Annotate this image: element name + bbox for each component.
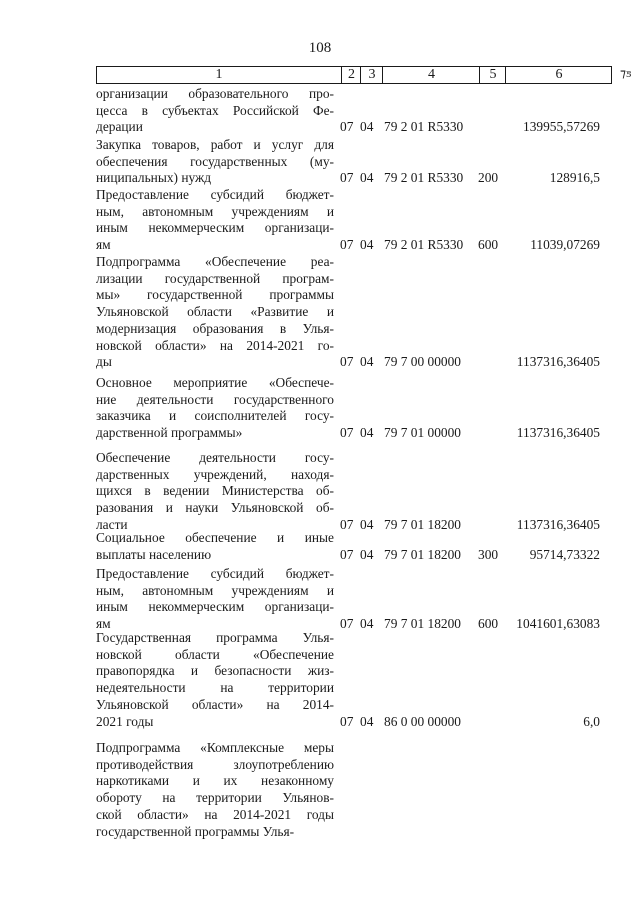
target-article-code: 79 2 01 R5330	[384, 237, 464, 253]
row-description	[96, 530, 334, 563]
description-line: цесса в субъектах Российской Фе-	[96, 102, 334, 118]
table-row	[96, 187, 626, 254]
target-article-code: 86 0 00 00000	[384, 713, 461, 729]
description-line: обороту на территории Ульянов-	[96, 790, 334, 806]
section-code: 07	[340, 713, 354, 729]
row-amount: 1137316,36405	[516, 354, 600, 370]
column-header-5: 5	[479, 67, 506, 83]
table-row	[96, 530, 626, 563]
description-line: противодействия злоупотреблению	[96, 756, 334, 772]
description-line: Предоставление субсидий бюджет-	[96, 187, 334, 202]
description-line: новской области «Обеспечение	[96, 646, 334, 662]
description-line: разования и науки Ульяновской об-	[96, 500, 334, 516]
subsection-code: 04	[360, 713, 374, 729]
row-amount: 95714,73322	[529, 546, 600, 562]
description-line: Предоставление субсидий бюджет-	[96, 566, 334, 581]
description-line: ям	[96, 237, 111, 253]
column-header-4: 4	[382, 67, 480, 83]
row-amount: 1137316,36405	[516, 425, 600, 441]
page-number: 108	[308, 40, 332, 56]
subsection-code: 04	[360, 425, 374, 441]
row-description	[96, 450, 334, 534]
target-article-code: 79 7 00 00000	[384, 354, 461, 370]
description-line: дарственной программы»	[96, 425, 243, 441]
row-amount: 1041601,63083	[516, 616, 600, 632]
row-amount: 11039,07269	[530, 237, 600, 253]
subsection-code: 04	[360, 354, 374, 370]
section-code: 07	[340, 354, 354, 370]
description-line: правопорядка и безопасности жиз-	[96, 663, 334, 679]
table-row	[96, 450, 626, 534]
subsection-code: 04	[360, 237, 374, 253]
table-row	[96, 254, 626, 371]
expense-type-code: 600	[478, 616, 499, 632]
description-line: Закупка товаров, работ и услуг для	[96, 137, 334, 152]
expense-type-code: 300	[478, 546, 499, 562]
description-line: ние деятельности государственного	[96, 391, 334, 407]
subsection-code: 04	[360, 516, 374, 532]
description-line: выплаты населению	[96, 546, 212, 562]
table-header	[96, 66, 612, 84]
column-header-6: 6	[505, 67, 612, 83]
row-description	[96, 566, 334, 633]
description-line: Обеспечение деятельности госу-	[96, 450, 334, 465]
description-line: 2021 годы	[96, 713, 154, 729]
row-description	[96, 187, 334, 254]
description-line: дерации	[96, 119, 143, 135]
description-line: ям	[96, 616, 111, 632]
section-code: 07	[340, 170, 354, 186]
table-row	[96, 137, 626, 187]
subsection-code: 04	[360, 616, 374, 632]
margin-mark: ⁊ƽ	[620, 66, 632, 80]
description-line: новской области» на 2014-2021 го-	[96, 337, 334, 353]
target-article-code: 79 2 01 R5330	[384, 119, 464, 135]
row-description	[96, 254, 334, 371]
row-amount: 1137316,36405	[516, 516, 600, 532]
description-line: мы» государственной программы	[96, 287, 334, 303]
description-line: ниципальных) нужд	[96, 170, 212, 186]
column-header-1: 1	[215, 67, 223, 82]
subsection-code: 04	[360, 170, 374, 186]
description-line: модернизация образования в Улья-	[96, 320, 334, 336]
section-code: 07	[340, 119, 354, 135]
row-description	[96, 630, 334, 730]
row-amount: 139955,57269	[523, 119, 600, 135]
description-line: Ульяновской области «Развитие и	[96, 304, 334, 320]
description-line: иным некоммерческим организаци-	[96, 599, 334, 615]
description-line: государственной программы Улья-	[96, 823, 295, 839]
table-row	[96, 86, 626, 136]
section-code: 07	[340, 237, 354, 253]
section-code: 07	[340, 616, 354, 632]
table-row	[96, 630, 626, 730]
section-code: 07	[340, 425, 354, 441]
description-line: дарственных учреждений, находя-	[96, 466, 334, 482]
row-description	[96, 137, 334, 187]
description-line: Подпрограмма «Обеспечение реа-	[96, 254, 334, 269]
row-description	[96, 86, 334, 136]
description-line: организации образовательного про-	[96, 86, 334, 101]
description-line: обеспечения государственных (му-	[96, 153, 334, 169]
description-line: Государственная программа Улья-	[96, 630, 334, 645]
description-line: Основное мероприятие «Обеспече-	[96, 375, 334, 390]
row-description	[96, 740, 334, 840]
target-article-code: 79 7 01 18200	[384, 546, 461, 562]
expense-type-code: 600	[478, 237, 499, 253]
target-article-code: 79 7 01 18200	[384, 616, 461, 632]
description-line: недеятельности на территории	[96, 680, 334, 696]
row-amount: 128916,5	[549, 170, 600, 186]
section-code: 07	[340, 546, 354, 562]
section-code: 07	[340, 516, 354, 532]
target-article-code: 79 7 01 00000	[384, 425, 461, 441]
row-description	[96, 375, 334, 442]
description-line: ным, автономным учреждениям и	[96, 203, 334, 219]
description-line: наркотиками и их незаконному	[96, 773, 334, 789]
column-header-3: 3	[360, 67, 383, 83]
description-line: Подпрограмма «Комплексные меры	[96, 740, 334, 755]
target-article-code: 79 7 01 18200	[384, 516, 461, 532]
table-row	[96, 740, 626, 840]
description-line: ным, автономным учреждениям и	[96, 582, 334, 598]
description-line: Социальное обеспечение и иные	[96, 530, 334, 545]
description-line: щихся в ведении Министерства об-	[96, 483, 334, 499]
table-row	[96, 375, 626, 442]
description-line: иным некоммерческим организаци-	[96, 220, 334, 236]
column-header-2: 2	[341, 67, 361, 83]
subsection-code: 04	[360, 119, 374, 135]
row-amount: 6,0	[583, 713, 600, 729]
subsection-code: 04	[360, 546, 374, 562]
description-line: Ульяновской области» на 2014-	[96, 696, 334, 712]
description-line: ской области» на 2014-2021 годы	[96, 806, 334, 822]
description-line: заказчика и соисполнителей госу-	[96, 408, 334, 424]
description-line: ды	[96, 354, 112, 370]
description-line: ласти	[96, 516, 128, 532]
description-line: лизации государственной програм-	[96, 270, 334, 286]
expense-type-code: 200	[478, 170, 499, 186]
target-article-code: 79 2 01 R5330	[384, 170, 464, 186]
table-row	[96, 566, 626, 633]
